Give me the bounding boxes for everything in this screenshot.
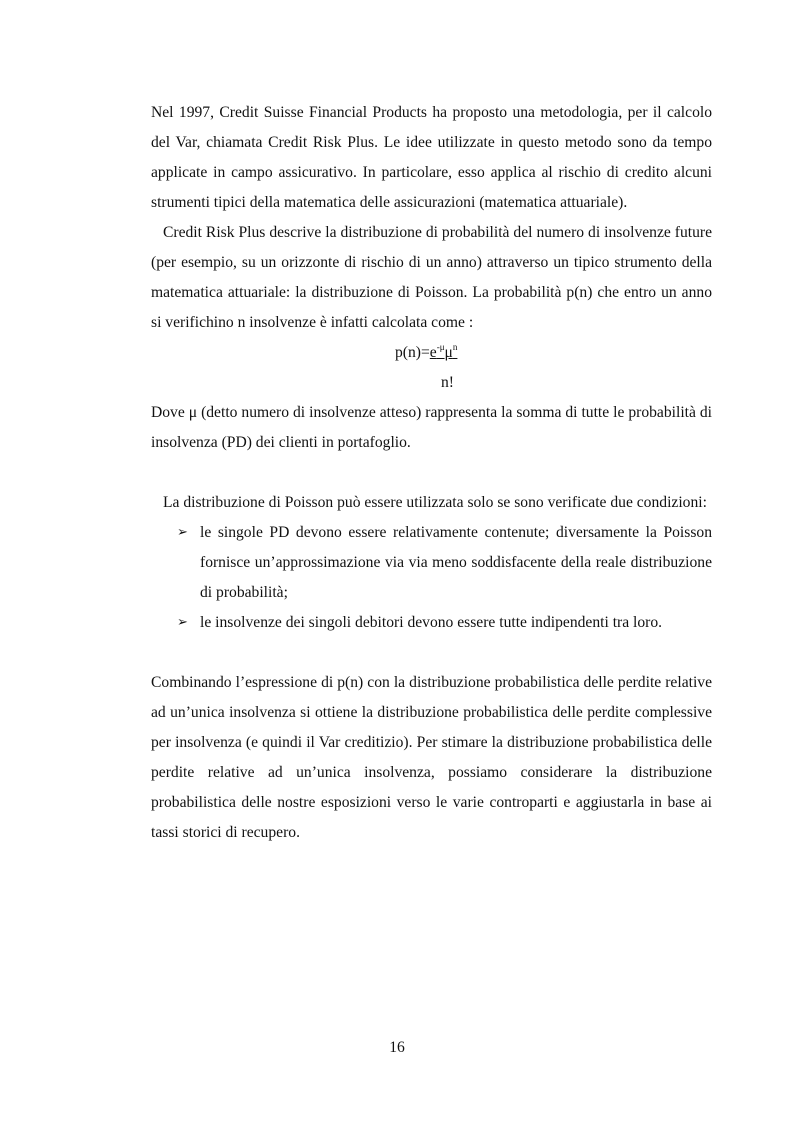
paragraph-mu-definition: Dove μ (detto numero di insolvenze atteso) rappresenta la somma di tutte le probabilità di insolvenza (PD) dei clienti in portafoglio.	[151, 404, 712, 451]
page-number: 16	[389, 1039, 405, 1056]
spacer	[151, 638, 712, 668]
formula-numerator	[395, 338, 457, 368]
paragraph-combination: Combinando l’espressione di p(n) con la distribuzione probabilistica delle perdite relative ad un’unica insolvenza si ottiene la distribuzione probabilistica delle perdite complessive per insolvenza (e quindi il Var creditizio). Per stimare la distribuzione probabilistica delle perdite relative ad un’unica insolvenza, possiamo considerare la distribuzione probabilistica delle nostre esposizioni verso le varie controparti e aggiustarla in base ai tassi storici di recupero.	[151, 674, 712, 841]
paragraph-conditions-intro: La distribuzione di Poisson può essere utilizzata solo se sono verificate due condizioni:	[163, 494, 707, 511]
formula-denominator: n!	[441, 374, 454, 391]
list-item-text: le singole PD devono essere relativamente contenute; diversamente la Poisson fornisce un’approssimazione via via meno soddisfacente della reale distribuzione di probabilità;	[200, 524, 712, 601]
formula-lhs: p(n)=	[395, 344, 430, 361]
formula-fraction-top	[430, 344, 458, 361]
page-body	[151, 98, 712, 848]
formula-exp-e: -μ	[436, 342, 445, 352]
paragraph-intro: Nel 1997, Credit Suisse Financial Products ha proposto una metodologia, per il calcolo del Var, chiamata Credit Risk Plus. Le idee utilizzate in questo metodo sono da tempo applicate in campo assicurativo. In particolare, esso applica al rischio di credito alcuni strumenti tipici della matematica delle assicurazioni (matematica attuariale).	[151, 104, 712, 211]
list-item-text: le insolvenze dei singoli debitori devono essere tutte indipendenti tra loro.	[200, 614, 663, 631]
formula-exp-mu: n	[452, 342, 458, 352]
list-item	[151, 608, 712, 638]
arrow-bullet-icon: ➢	[177, 615, 188, 630]
list-item	[151, 518, 712, 608]
paragraph-credit-risk-plus: Credit Risk Plus descrive la distribuzione di probabilità del numero di insolvenze future (per esempio, su un orizzonte di rischio di un anno) attraverso un tipico strumento della matematica attuariale: la distribuzione di Poisson. La probabilità p(n) che entro un anno si verifichino n insolvenze è infatti calcolata come :	[151, 224, 712, 331]
arrow-bullet-icon: ➢	[177, 525, 188, 540]
formula-base-e: e	[429, 344, 437, 361]
formula-base-mu: μ	[444, 344, 453, 361]
conditions-list	[151, 518, 712, 638]
spacer	[151, 458, 712, 488]
poisson-formula	[151, 338, 712, 398]
